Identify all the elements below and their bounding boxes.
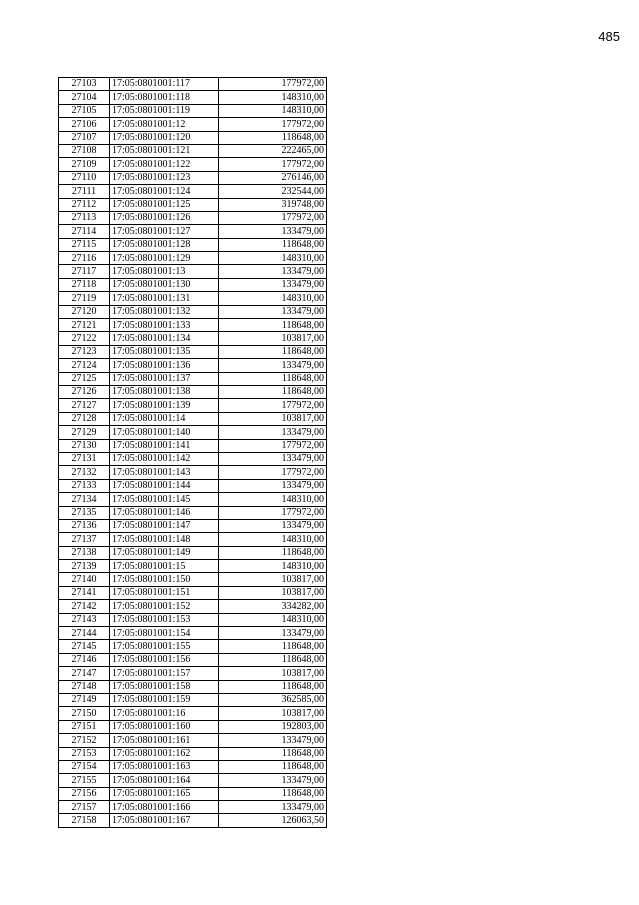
table-row bbox=[59, 385, 327, 398]
cadastral-number-cell: 17:05:0801001:138 bbox=[110, 385, 219, 398]
cadastral-number-cell: 17:05:0801001:161 bbox=[110, 734, 219, 747]
row-number-cell: 27158 bbox=[59, 814, 110, 827]
cadastral-value-cell: 232544,00 bbox=[219, 185, 327, 198]
table-row bbox=[59, 787, 327, 800]
cadastral-value-cell: 148310,00 bbox=[219, 104, 327, 117]
row-number-cell: 27155 bbox=[59, 774, 110, 787]
cadastral-number-cell: 17:05:0801001:119 bbox=[110, 104, 219, 117]
table-body bbox=[59, 78, 327, 828]
cadastral-number-cell: 17:05:0801001:16 bbox=[110, 707, 219, 720]
cadastral-value-cell: 118648,00 bbox=[219, 238, 327, 251]
table-row bbox=[59, 506, 327, 519]
table-row bbox=[59, 252, 327, 265]
cadastral-number-cell: 17:05:0801001:136 bbox=[110, 359, 219, 372]
row-number-cell: 27129 bbox=[59, 426, 110, 439]
cadastral-number-cell: 17:05:0801001:146 bbox=[110, 506, 219, 519]
row-number-cell: 27151 bbox=[59, 720, 110, 733]
table-row bbox=[59, 560, 327, 573]
row-number-cell: 27137 bbox=[59, 533, 110, 546]
row-number-cell: 27152 bbox=[59, 734, 110, 747]
row-number-cell: 27136 bbox=[59, 519, 110, 532]
table-row bbox=[59, 774, 327, 787]
table-row bbox=[59, 720, 327, 733]
cadastral-number-cell: 17:05:0801001:135 bbox=[110, 345, 219, 358]
row-number-cell: 27135 bbox=[59, 506, 110, 519]
row-number-cell: 27138 bbox=[59, 546, 110, 559]
row-number-cell: 27104 bbox=[59, 91, 110, 104]
cadastral-value-cell: 103817,00 bbox=[219, 412, 327, 425]
cadastral-value-cell: 177972,00 bbox=[219, 399, 327, 412]
table-row bbox=[59, 814, 327, 827]
table-row bbox=[59, 640, 327, 653]
row-number-cell: 27156 bbox=[59, 787, 110, 800]
cadastral-number-cell: 17:05:0801001:131 bbox=[110, 292, 219, 305]
cadastral-value-cell: 133479,00 bbox=[219, 359, 327, 372]
row-number-cell: 27149 bbox=[59, 693, 110, 706]
row-number-cell: 27120 bbox=[59, 305, 110, 318]
cadastral-number-cell: 17:05:0801001:158 bbox=[110, 680, 219, 693]
cadastral-value-cell: 148310,00 bbox=[219, 560, 327, 573]
table-row bbox=[59, 479, 327, 492]
cadastral-number-cell: 17:05:0801001:149 bbox=[110, 546, 219, 559]
row-number-cell: 27147 bbox=[59, 667, 110, 680]
cadastral-number-cell: 17:05:0801001:141 bbox=[110, 439, 219, 452]
table-row bbox=[59, 211, 327, 224]
cadastral-number-cell: 17:05:0801001:137 bbox=[110, 372, 219, 385]
row-number-cell: 27119 bbox=[59, 292, 110, 305]
cadastral-value-cell: 103817,00 bbox=[219, 332, 327, 345]
row-number-cell: 27142 bbox=[59, 600, 110, 613]
cadastral-value-cell: 133479,00 bbox=[219, 519, 327, 532]
table-row bbox=[59, 91, 327, 104]
table-row bbox=[59, 573, 327, 586]
table-row bbox=[59, 158, 327, 171]
cadastral-number-cell: 17:05:0801001:155 bbox=[110, 640, 219, 653]
cadastral-value-cell: 192803,00 bbox=[219, 720, 327, 733]
cadastral-value-cell: 103817,00 bbox=[219, 586, 327, 599]
cadastral-value-cell: 177972,00 bbox=[219, 466, 327, 479]
cadastral-value-cell: 118648,00 bbox=[219, 372, 327, 385]
table-row bbox=[59, 319, 327, 332]
cadastral-value-cell: 118648,00 bbox=[219, 787, 327, 800]
cadastral-number-cell: 17:05:0801001:164 bbox=[110, 774, 219, 787]
cadastral-number-cell: 17:05:0801001:13 bbox=[110, 265, 219, 278]
row-number-cell: 27116 bbox=[59, 252, 110, 265]
table-row bbox=[59, 345, 327, 358]
cadastral-number-cell: 17:05:0801001:148 bbox=[110, 533, 219, 546]
cadastral-number-cell: 17:05:0801001:132 bbox=[110, 305, 219, 318]
table-row bbox=[59, 278, 327, 291]
table-row bbox=[59, 747, 327, 760]
cadastral-number-cell: 17:05:0801001:126 bbox=[110, 211, 219, 224]
table-row bbox=[59, 466, 327, 479]
cadastral-number-cell: 17:05:0801001:167 bbox=[110, 814, 219, 827]
row-number-cell: 27143 bbox=[59, 613, 110, 626]
row-number-cell: 27146 bbox=[59, 653, 110, 666]
cadastral-value-cell: 133479,00 bbox=[219, 734, 327, 747]
cadastral-number-cell: 17:05:0801001:122 bbox=[110, 158, 219, 171]
cadastral-number-cell: 17:05:0801001:124 bbox=[110, 185, 219, 198]
cadastral-value-cell: 118648,00 bbox=[219, 747, 327, 760]
cadastral-value-cell: 118648,00 bbox=[219, 131, 327, 144]
cadastral-value-cell: 177972,00 bbox=[219, 439, 327, 452]
row-number-cell: 27153 bbox=[59, 747, 110, 760]
table-row bbox=[59, 452, 327, 465]
table-row bbox=[59, 600, 327, 613]
table-row bbox=[59, 760, 327, 773]
cadastral-value-cell: 133479,00 bbox=[219, 426, 327, 439]
cadastral-value-cell: 133479,00 bbox=[219, 774, 327, 787]
cadastral-value-cell: 133479,00 bbox=[219, 305, 327, 318]
cadastral-value-cell: 118648,00 bbox=[219, 546, 327, 559]
cadastral-value-cell: 133479,00 bbox=[219, 801, 327, 814]
cadastral-number-cell: 17:05:0801001:162 bbox=[110, 747, 219, 760]
row-number-cell: 27128 bbox=[59, 412, 110, 425]
cadastral-number-cell: 17:05:0801001:12 bbox=[110, 118, 219, 131]
table-row bbox=[59, 667, 327, 680]
cadastral-value-cell: 103817,00 bbox=[219, 707, 327, 720]
cadastral-number-cell: 17:05:0801001:163 bbox=[110, 760, 219, 773]
row-number-cell: 27124 bbox=[59, 359, 110, 372]
cadastral-value-cell: 222465,00 bbox=[219, 144, 327, 157]
table-row bbox=[59, 426, 327, 439]
cadastral-number-cell: 17:05:0801001:156 bbox=[110, 653, 219, 666]
row-number-cell: 27141 bbox=[59, 586, 110, 599]
cadastral-value-cell: 126063,50 bbox=[219, 814, 327, 827]
row-number-cell: 27130 bbox=[59, 439, 110, 452]
table-row bbox=[59, 707, 327, 720]
cadastral-number-cell: 17:05:0801001:159 bbox=[110, 693, 219, 706]
cadastral-number-cell: 17:05:0801001:127 bbox=[110, 225, 219, 238]
cadastral-value-cell: 133479,00 bbox=[219, 627, 327, 640]
row-number-cell: 27121 bbox=[59, 319, 110, 332]
row-number-cell: 27131 bbox=[59, 452, 110, 465]
table-row bbox=[59, 131, 327, 144]
table-row bbox=[59, 118, 327, 131]
cadastral-value-cell: 118648,00 bbox=[219, 385, 327, 398]
row-number-cell: 27112 bbox=[59, 198, 110, 211]
row-number-cell: 27114 bbox=[59, 225, 110, 238]
row-number-cell: 27140 bbox=[59, 573, 110, 586]
cadastral-value-cell: 103817,00 bbox=[219, 573, 327, 586]
table-row bbox=[59, 613, 327, 626]
cadastral-number-cell: 17:05:0801001:165 bbox=[110, 787, 219, 800]
row-number-cell: 27103 bbox=[59, 78, 110, 91]
cadastral-value-cell: 148310,00 bbox=[219, 91, 327, 104]
row-number-cell: 27123 bbox=[59, 345, 110, 358]
row-number-cell: 27154 bbox=[59, 760, 110, 773]
table-row bbox=[59, 171, 327, 184]
cadastral-value-cell: 133479,00 bbox=[219, 452, 327, 465]
cadastral-number-cell: 17:05:0801001:157 bbox=[110, 667, 219, 680]
cadastral-number-cell: 17:05:0801001:142 bbox=[110, 452, 219, 465]
table-row bbox=[59, 412, 327, 425]
cadastral-number-cell: 17:05:0801001:133 bbox=[110, 319, 219, 332]
row-number-cell: 27109 bbox=[59, 158, 110, 171]
cadastral-value-cell: 103817,00 bbox=[219, 667, 327, 680]
cadastral-value-cell: 276146,00 bbox=[219, 171, 327, 184]
table-row bbox=[59, 734, 327, 747]
cadastral-number-cell: 17:05:0801001:145 bbox=[110, 493, 219, 506]
cadastral-value-cell: 118648,00 bbox=[219, 680, 327, 693]
table-row bbox=[59, 198, 327, 211]
page-number: 485 bbox=[598, 29, 620, 44]
row-number-cell: 27127 bbox=[59, 399, 110, 412]
row-number-cell: 27139 bbox=[59, 560, 110, 573]
table-row bbox=[59, 693, 327, 706]
row-number-cell: 27110 bbox=[59, 171, 110, 184]
row-number-cell: 27113 bbox=[59, 211, 110, 224]
row-number-cell: 27132 bbox=[59, 466, 110, 479]
table-row bbox=[59, 627, 327, 640]
table-row bbox=[59, 265, 327, 278]
cadastral-value-cell: 148310,00 bbox=[219, 613, 327, 626]
row-number-cell: 27111 bbox=[59, 185, 110, 198]
table-row bbox=[59, 144, 327, 157]
cadastral-number-cell: 17:05:0801001:134 bbox=[110, 332, 219, 345]
table-row bbox=[59, 801, 327, 814]
cadastral-number-cell: 17:05:0801001:144 bbox=[110, 479, 219, 492]
row-number-cell: 27108 bbox=[59, 144, 110, 157]
cadastral-value-cell: 148310,00 bbox=[219, 493, 327, 506]
cadastral-value-cell: 133479,00 bbox=[219, 479, 327, 492]
cadastral-value-cell: 148310,00 bbox=[219, 252, 327, 265]
table-row bbox=[59, 533, 327, 546]
row-number-cell: 27105 bbox=[59, 104, 110, 117]
cadastral-value-cell: 118648,00 bbox=[219, 653, 327, 666]
row-number-cell: 27133 bbox=[59, 479, 110, 492]
row-number-cell: 27106 bbox=[59, 118, 110, 131]
table-row bbox=[59, 653, 327, 666]
table-row bbox=[59, 292, 327, 305]
cadastral-number-cell: 17:05:0801001:166 bbox=[110, 801, 219, 814]
row-number-cell: 27157 bbox=[59, 801, 110, 814]
row-number-cell: 27134 bbox=[59, 493, 110, 506]
table-row bbox=[59, 586, 327, 599]
table-row bbox=[59, 238, 327, 251]
cadastral-number-cell: 17:05:0801001:129 bbox=[110, 252, 219, 265]
cadastral-value-cell: 118648,00 bbox=[219, 345, 327, 358]
cadastral-value-cell: 118648,00 bbox=[219, 319, 327, 332]
cadastral-number-cell: 17:05:0801001:139 bbox=[110, 399, 219, 412]
cadastral-value-cell: 148310,00 bbox=[219, 292, 327, 305]
table-row bbox=[59, 359, 327, 372]
cadastral-value-cell: 133479,00 bbox=[219, 225, 327, 238]
row-number-cell: 27107 bbox=[59, 131, 110, 144]
cadastral-number-cell: 17:05:0801001:153 bbox=[110, 613, 219, 626]
cadastral-number-cell: 17:05:0801001:117 bbox=[110, 78, 219, 91]
table-row bbox=[59, 332, 327, 345]
cadastral-value-cell: 133479,00 bbox=[219, 265, 327, 278]
table-row bbox=[59, 78, 327, 91]
cadastral-number-cell: 17:05:0801001:130 bbox=[110, 278, 219, 291]
cadastral-value-cell: 177972,00 bbox=[219, 158, 327, 171]
cadastral-number-cell: 17:05:0801001:15 bbox=[110, 560, 219, 573]
table-row bbox=[59, 185, 327, 198]
table-row bbox=[59, 439, 327, 452]
table-row bbox=[59, 372, 327, 385]
cadastral-number-cell: 17:05:0801001:160 bbox=[110, 720, 219, 733]
cadastral-value-cell: 148310,00 bbox=[219, 533, 327, 546]
cadastral-value-cell: 177972,00 bbox=[219, 78, 327, 91]
cadastral-number-cell: 17:05:0801001:118 bbox=[110, 91, 219, 104]
table-row bbox=[59, 493, 327, 506]
table-row bbox=[59, 305, 327, 318]
table-row bbox=[59, 399, 327, 412]
cadastral-value-cell: 319748,00 bbox=[219, 198, 327, 211]
cadastral-number-cell: 17:05:0801001:140 bbox=[110, 426, 219, 439]
cadastral-value-cell: 118648,00 bbox=[219, 760, 327, 773]
cadastral-number-cell: 17:05:0801001:151 bbox=[110, 586, 219, 599]
table-row bbox=[59, 225, 327, 238]
row-number-cell: 27122 bbox=[59, 332, 110, 345]
cadastral-value-cell: 362585,00 bbox=[219, 693, 327, 706]
cadastral-number-cell: 17:05:0801001:154 bbox=[110, 627, 219, 640]
row-number-cell: 27125 bbox=[59, 372, 110, 385]
cadastral-number-cell: 17:05:0801001:128 bbox=[110, 238, 219, 251]
cadastral-value-cell: 177972,00 bbox=[219, 506, 327, 519]
cadastral-value-cell: 334282,00 bbox=[219, 600, 327, 613]
table-row bbox=[59, 104, 327, 117]
table-row bbox=[59, 680, 327, 693]
row-number-cell: 27145 bbox=[59, 640, 110, 653]
cadastral-value-cell: 118648,00 bbox=[219, 640, 327, 653]
cadastral-value-table bbox=[58, 77, 327, 828]
cadastral-value-cell: 133479,00 bbox=[219, 278, 327, 291]
cadastral-number-cell: 17:05:0801001:147 bbox=[110, 519, 219, 532]
row-number-cell: 27126 bbox=[59, 385, 110, 398]
row-number-cell: 27115 bbox=[59, 238, 110, 251]
cadastral-number-cell: 17:05:0801001:143 bbox=[110, 466, 219, 479]
cadastral-number-cell: 17:05:0801001:123 bbox=[110, 171, 219, 184]
row-number-cell: 27117 bbox=[59, 265, 110, 278]
cadastral-value-cell: 177972,00 bbox=[219, 118, 327, 131]
cadastral-number-cell: 17:05:0801001:152 bbox=[110, 600, 219, 613]
cadastral-number-cell: 17:05:0801001:150 bbox=[110, 573, 219, 586]
table-row bbox=[59, 546, 327, 559]
row-number-cell: 27150 bbox=[59, 707, 110, 720]
cadastral-number-cell: 17:05:0801001:121 bbox=[110, 144, 219, 157]
cadastral-number-cell: 17:05:0801001:14 bbox=[110, 412, 219, 425]
row-number-cell: 27118 bbox=[59, 278, 110, 291]
cadastral-number-cell: 17:05:0801001:120 bbox=[110, 131, 219, 144]
cadastral-value-cell: 177972,00 bbox=[219, 211, 327, 224]
table-row bbox=[59, 519, 327, 532]
row-number-cell: 27144 bbox=[59, 627, 110, 640]
cadastral-number-cell: 17:05:0801001:125 bbox=[110, 198, 219, 211]
row-number-cell: 27148 bbox=[59, 680, 110, 693]
